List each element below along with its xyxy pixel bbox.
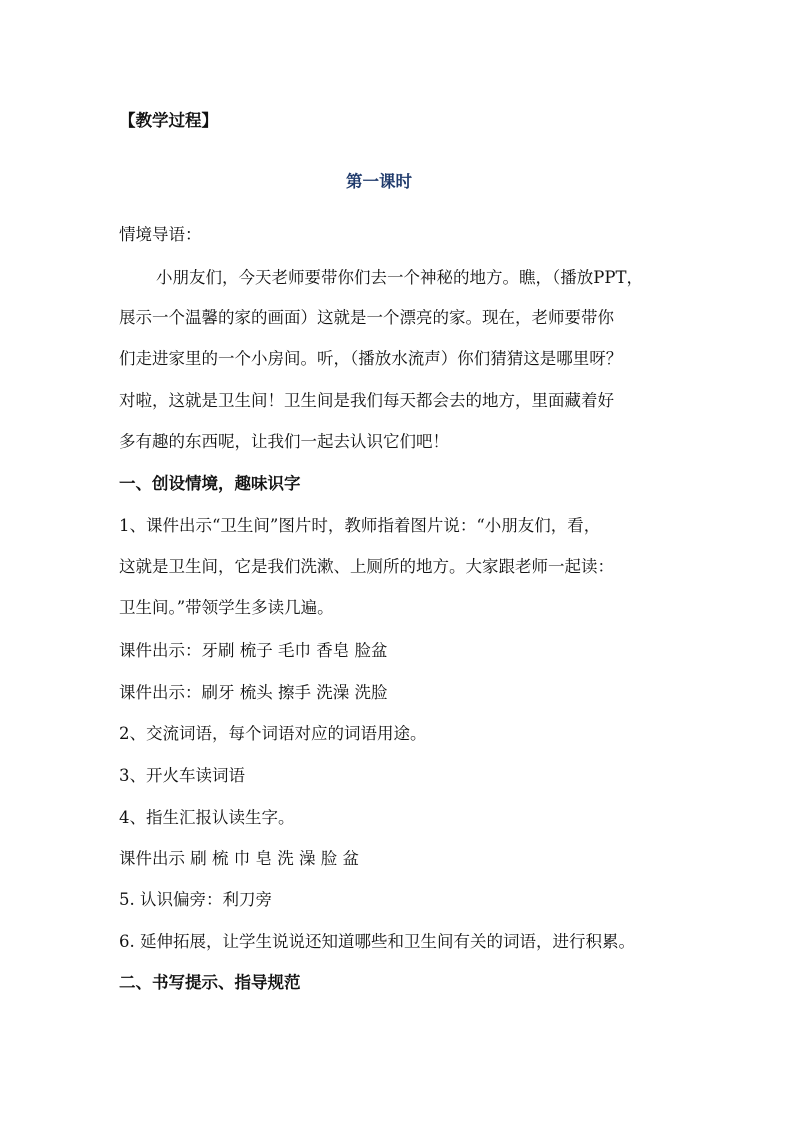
intro-paragraph-line: 展示一个温馨的家的画面）这就是一个漂亮的家。现在，老师要带你: [119, 308, 614, 327]
courseware-words-1: 课件出示：牙刷 梳子 毛巾 香皂 脸盆: [119, 641, 388, 660]
step-6: 6. 延伸拓展，让学生说说还知道哪些和卫生间有关的词语，进行积累。: [119, 932, 635, 951]
intro-paragraph-line: 多有趣的东西呢，让我们一起去认识它们吧！: [119, 432, 449, 451]
step-4: 4、指生汇报认读生字。: [119, 808, 295, 827]
intro-paragraph-line: 们走进家里的一个小房间。听，（播放水流声）你们猜猜这是哪里呀？: [119, 349, 623, 368]
lesson-title: 第一课时: [346, 172, 412, 191]
intro-paragraph-line: 对啦，这就是卫生间！卫生间是我们每天都会去的地方，里面藏着好: [119, 391, 614, 410]
intro-label: 情境导语：: [119, 225, 202, 244]
step-1-line: 这就是卫生间，它是我们洗漱、上厕所的地方。大家跟老师一起读：: [119, 557, 614, 576]
step-1-line: 1、课件出示“卫生间”图片时，教师指着图片说：“小朋友们，看，: [119, 516, 601, 535]
step-2: 2、交流词语，每个词语对应的词语用途。: [119, 724, 427, 743]
step-1-line: 卫生间。”带领学生多读几遍。: [119, 598, 334, 617]
intro-paragraph-line: 小朋友们，今天老师要带你们去一个神秘的地方。瞧，（播放PPT，: [156, 268, 643, 287]
section-heading-1: 一、创设情境，趣味识字: [119, 474, 301, 493]
section-heading-2: 二、书写提示、指导规范: [119, 973, 301, 992]
section-header: 【教学过程】: [119, 111, 218, 130]
courseware-words-2: 课件出示：刷牙 梳头 擦手 洗澡 洗脸: [119, 683, 388, 702]
step-3: 3、开火车读词语: [119, 766, 245, 785]
courseware-characters: 课件出示 刷 梳 巾 皂 洗 澡 脸 盆: [119, 849, 359, 868]
step-5: 5. 认识偏旁：利刀旁: [119, 890, 272, 909]
